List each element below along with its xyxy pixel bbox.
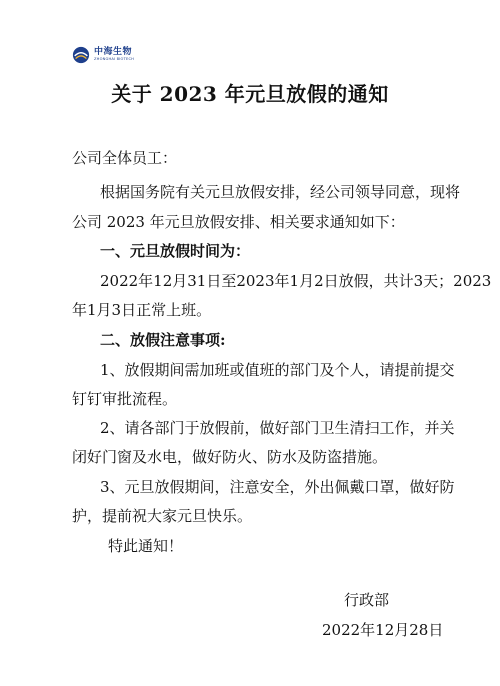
section-2-item-3-line-2: 护，提前祝大家元旦快乐。 bbox=[72, 507, 253, 525]
section-2-item-2-line-1: 2、请各部门于放假前，做好部门卫生清扫工作，并关 bbox=[100, 419, 455, 437]
company-logo bbox=[72, 46, 134, 64]
logo-name-en: ZHONGHAI BIOTECH bbox=[94, 57, 135, 62]
section-1-heading: 一、元旦放假时间为： bbox=[100, 242, 251, 260]
section-1-line-2: 年1月3日正常上班。 bbox=[72, 301, 212, 319]
section-2-item-3-line-1: 3、元旦放假期间，注意安全，外出佩戴口罩，做好防 bbox=[100, 478, 455, 496]
signature-date: 2022年12月28日 bbox=[322, 621, 444, 639]
section-2-item-2-line-2: 闭好门窗及水电，做好防火、防水及防盗措施。 bbox=[72, 448, 388, 466]
intro-line-2: 公司 2023 年元旦放假安排、相关要求通知如下： bbox=[72, 213, 405, 231]
section-2-item-1-line-2: 钉钉审批流程。 bbox=[72, 390, 178, 408]
intro-line-1: 根据国务院有关元旦放假安排，经公司领导同意，现将 bbox=[100, 183, 461, 201]
logo-text bbox=[94, 48, 134, 62]
section-2-item-1-line-1: 1、放假期间需加班或值班的部门及个人，请提前提交 bbox=[100, 361, 455, 379]
document-title: 关于 2023 年元旦放假的通知 bbox=[111, 82, 389, 106]
section-2-heading: 二、放假注意事项: bbox=[100, 331, 226, 349]
logo-name-cn: 中海生物 bbox=[94, 47, 133, 58]
closing-line: 特此通知！ bbox=[108, 537, 184, 555]
salutation: 公司全体员工： bbox=[72, 149, 178, 167]
company-logo-icon bbox=[72, 46, 90, 64]
signature-department: 行政部 bbox=[344, 591, 390, 609]
section-1-line-1: 2022年12月31日至2023年1月2日放假，共计3天；2023 bbox=[100, 272, 492, 290]
